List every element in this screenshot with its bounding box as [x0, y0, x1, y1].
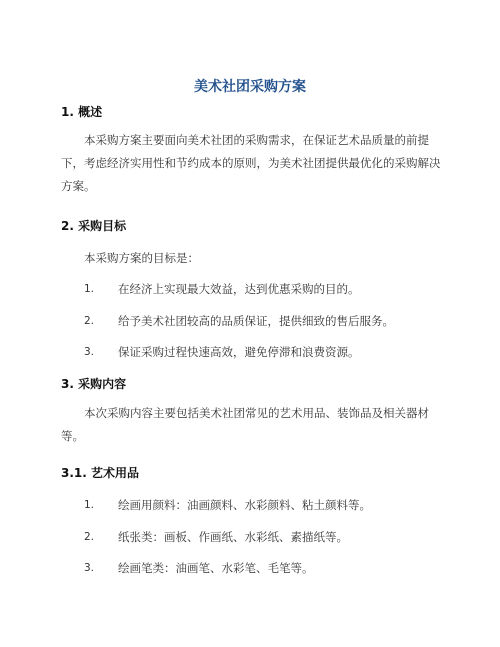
section-heading-goals: 2. 采购目标: [61, 219, 127, 233]
section-heading-content: 3. 采购内容: [61, 377, 127, 391]
list-number: 1.: [84, 499, 95, 511]
content-paragraph: 本次采购内容主要包括美术社团常见的艺术用品、装饰品及相关器材等。: [61, 406, 429, 443]
document-title: 美术社团采购方案: [194, 79, 306, 95]
overview-paragraph: 本采购方案主要面向美术社团的采购需求，在保证艺术品质量的前提下，考虑经济实用性和节约成本的原则，为美术社团提供最优化的采购解决方案。: [61, 133, 441, 193]
list-number: 1.: [84, 283, 95, 295]
list-text: 给予美术社团较高的品质保证，提供细致的售后服务。: [118, 314, 394, 328]
goals-intro: 本采购方案的目标是：: [84, 251, 199, 265]
list-number: 3.: [84, 346, 95, 358]
list-text: 绘画用颜料：油画颜料、水彩颜料、粘土颜料等。: [118, 498, 371, 512]
list-number: 3.: [84, 562, 95, 574]
list-number: 2.: [84, 531, 95, 543]
section-heading-overview: 1. 概述: [61, 105, 103, 119]
list-text: 绘画笔类：油画笔、水彩笔、毛笔等。: [118, 561, 314, 575]
list-text: 保证采购过程快速高效，避免停滞和浪费资源。: [118, 345, 360, 359]
list-number: 2.: [84, 315, 95, 327]
list-text: 纸张类：画板、作画纸、水彩纸、素描纸等。: [118, 530, 348, 544]
list-text: 在经济上实现最大效益，达到优惠采购的目的。: [118, 282, 360, 296]
section-heading-art-supplies: 3.1. 艺术用品: [61, 466, 139, 480]
